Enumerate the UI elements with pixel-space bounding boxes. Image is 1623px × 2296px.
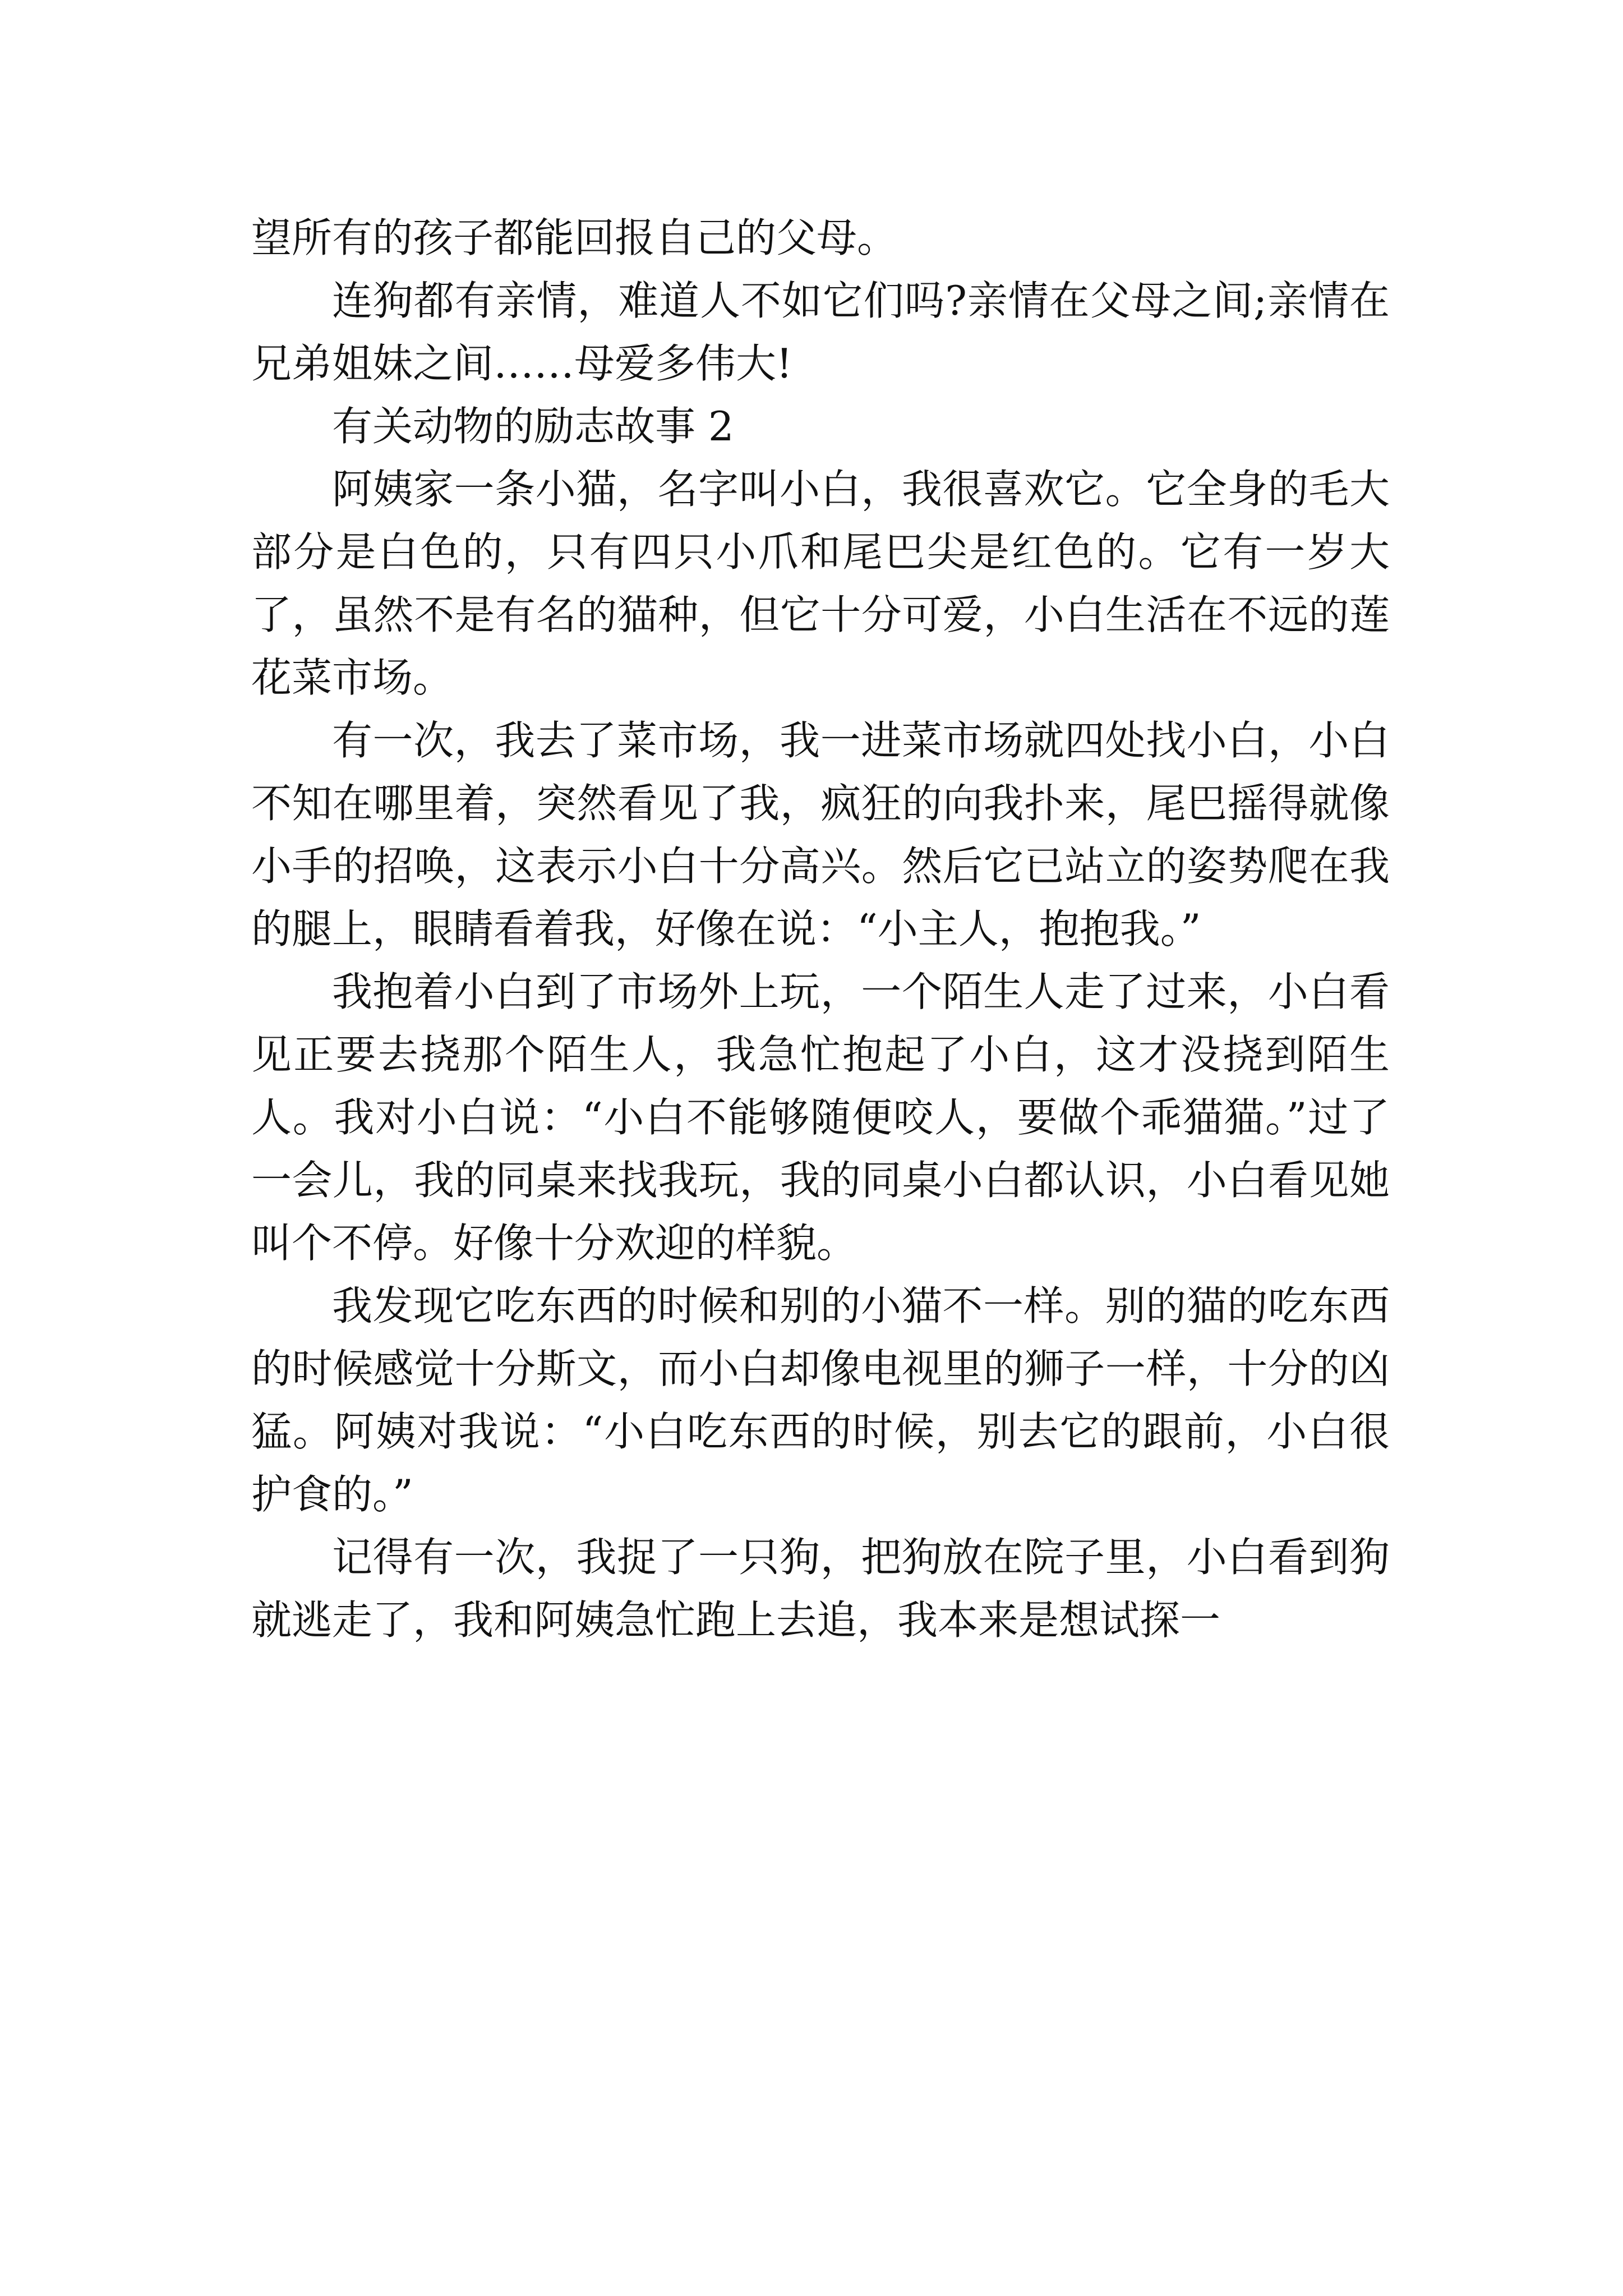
- paragraph: 望所有的孩子都能回报自己的父母。: [251, 214, 898, 261]
- paragraph: 记得有一次，我捉了一只狗，把狗放在院子里，小白看到狗就逃走了，我和阿姨急忙跑上去追，我本来是想试探一: [251, 1534, 1390, 1644]
- paragraph: 我发现它吃东西的时候和别的小猫不一样。别的猫的吃东西的时候感觉十分斯文，而小白却像电视里的狮子一样，十分的凶猛。阿姨对我说：“小白吃东西的时候，别去它的跟前，小白很护食的。”: [251, 1282, 1390, 1518]
- paragraph: 我抱着小白到了市场外上玩，一个陌生人走了过来，小白看见正要去挠那个陌生人，我急忙抱起了小白，这才没挠到陌生人。我对小白说：“小白不能够随便咬人，要做个乖猫猫。”过了一会儿，我的同桌来找我玩，我的同桌小白都认识，小白看见她叫个不停。好像十分欢迎的样貌。: [251, 968, 1390, 1267]
- section-heading: 有关动物的励志故事 2: [332, 403, 734, 450]
- document-body: [251, 206, 1390, 1651]
- paragraph: 连狗都有亲情，难道人不如它们吗?亲情在父母之间;亲情在兄弟姐妹之间……母爱多伟大!: [251, 277, 1390, 387]
- paragraph: 阿姨家一条小猫，名字叫小白，我很喜欢它。它全身的毛大部分是白色的，只有四只小爪和尾巴尖是红色的。它有一岁大了，虽然不是有名的猫种，但它十分可爱，小白生活在不远的莲花菜市场。: [251, 466, 1390, 701]
- paragraph: 有一次，我去了菜市场，我一进菜市场就四处找小白，小白不知在哪里着，突然看见了我，疯狂的向我扑来，尾巴摇得就像小手的招唤，这表示小白十分高兴。然后它已站立的姿势爬在我的腿上，眼睛看着我，好像在说：“小主人，抱抱我。”: [251, 717, 1390, 953]
